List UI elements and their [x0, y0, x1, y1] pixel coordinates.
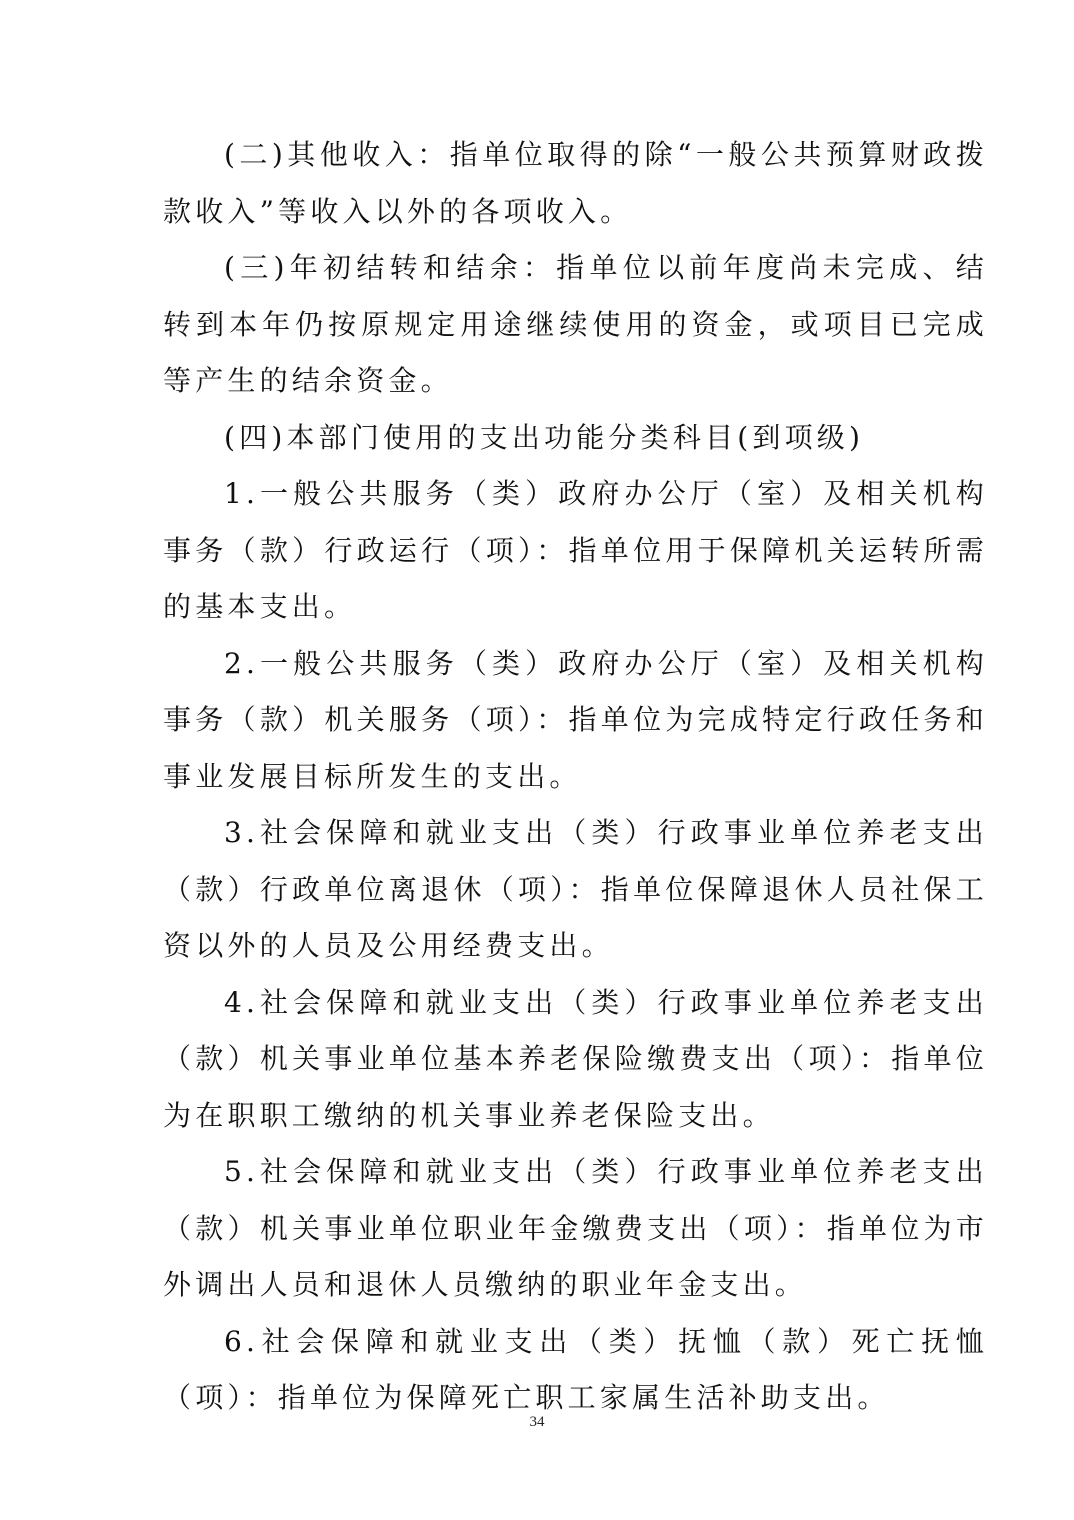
paragraph-item-1: 1.一般公共服务（类）政府办公厅（室）及相关机构事务（款）行政运行（项）：指单位用于保障机关运转所需的基本支出。	[163, 477, 988, 623]
paragraph-item-2: 2.一般公共服务（类）政府办公厅（室）及相关机构事务（款）机关服务（项）：指单位为完成特定行政任务和事业发展目标所发生的支出。	[163, 646, 988, 793]
document-body	[163, 127, 988, 1427]
paragraph-item-4: 4.社会保障和就业支出（类）行政事业单位养老支出（款）机关事业单位基本养老保险缴费支出（项）：指单位为在职职工缴纳的机关事业养老保险支出。	[163, 985, 988, 1132]
paragraph-item-6: 6.社会保障和就业支出（类）抚恤（款）死亡抚恤（项）：指单位为保障死亡职工家属生活补助支出。	[163, 1324, 988, 1414]
page-number: 34	[529, 1414, 545, 1430]
paragraph-item-3: 3.社会保障和就业支出（类）行政事业单位养老支出（款）行政单位离退休（项）：指单位保障退休人员社保工资以外的人员及公用经费支出。	[163, 816, 988, 962]
paragraph-carryover-balance: (三)年初结转和结余：指单位以前年度尚未完成、结转到本年仍按原规定用途继续使用的资金，或项目已完成等产生的结余资金。	[163, 251, 988, 397]
paragraph-other-income: (二)其他收入：指单位取得的除“一般公共预算财政拨款收入”等收入以外的各项收入。	[163, 138, 988, 228]
paragraph-item-5: 5.社会保障和就业支出（类）行政事业单位养老支出（款）机关事业单位职业年金缴费支出（项）：指单位为市外调出人员和退休人员缴纳的职业年金支出。	[163, 1155, 988, 1301]
paragraph-expenditure-subjects-heading: (四)本部门使用的支出功能分类科目(到项级)	[224, 420, 865, 454]
